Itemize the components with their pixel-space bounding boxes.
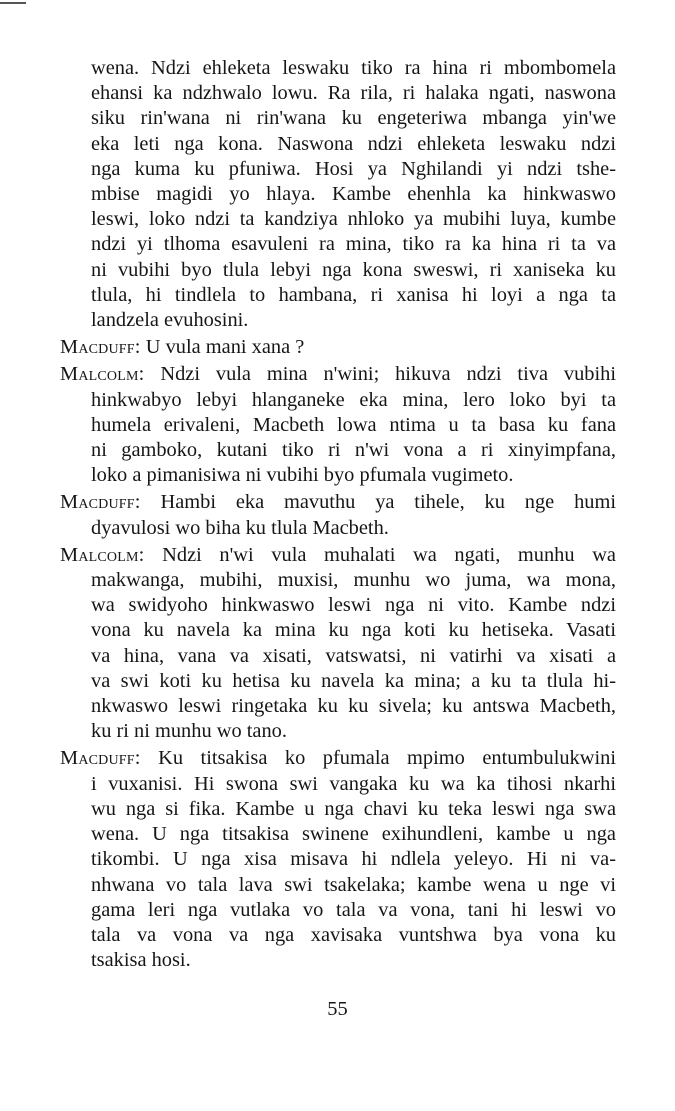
text-line: vona ku navela ka mina ku nga koti ku hetiseka. Vasati xyxy=(91,619,616,642)
speech-macduff-2 xyxy=(60,490,616,540)
speech-macduff-3 xyxy=(60,746,616,973)
text-line: dyavulosi wo biha ku tlula Macbeth. xyxy=(91,516,389,539)
text-line: landzela evuhosini. xyxy=(91,309,249,332)
text-line: tikombi. U nga xisa misava hi ndlela yeleyo. Hi ni va- xyxy=(91,848,616,871)
text-line: wena. U nga titsakisa swinene exihundleni, kambe u nga xyxy=(91,823,616,846)
speech-first-line xyxy=(60,490,616,515)
text-line: wena. Ndzi ehleketa leswaku tiko ra hina ri mbombomela xyxy=(91,57,616,79)
text-line: tsakisa hosi. xyxy=(91,949,191,972)
intro-paragraph xyxy=(60,56,616,333)
speaker-name: Macduff: xyxy=(60,491,141,514)
page-body-text xyxy=(60,56,616,973)
text-line: nhwana vo tala lava swi tsakelaka; kambe wena u nge vi xyxy=(91,873,616,896)
text-line: tala va vona va nga xavisaka vuntshwa bya vona ku xyxy=(91,923,616,946)
text-line: i vuxanisi. Hi swona swi vangaka ku wa ka tihosi nkarhi xyxy=(91,772,616,795)
text-line: ehansi ka ndzhwalo lowu. Ra rila, ri halaka ngati, naswona xyxy=(91,82,616,105)
text-line: makwanga, mubihi, muxisi, munhu wo juma, wa mona, xyxy=(91,569,616,592)
text-line: ku ri ni munhu wo tano. xyxy=(91,720,287,743)
speech-text: Ndzi vula mina n'wini; hikuva ndzi tiva vubihi xyxy=(160,363,616,386)
speech-first-line xyxy=(60,335,616,360)
text-line: humela erivaleni, Macbeth lowa ntima u ta basa ku fana xyxy=(91,413,616,436)
text-line: va swi koti ku hetisa ku navela ka mina; a ku ta tlula hi- xyxy=(91,669,616,692)
speech-first-line xyxy=(60,543,616,568)
text-line: ndzi yi tlhoma esavuleni ra mina, tiko ra ka hina ri ta va xyxy=(91,233,616,256)
speech-text: Ku titsakisa ko pfumala mpimo entumbulukwini xyxy=(158,747,616,770)
text-line: loko a pimanisiwa ni vubihi byo pfumala vugimeto. xyxy=(91,464,514,487)
speech-text: Ndzi n'wi vula muhalati wa ngati, munhu wa xyxy=(162,543,616,566)
speech-macduff-1 xyxy=(60,335,616,360)
text-line: wu nga si fika. Kambe u nga chavi ku teka leswi nga swa xyxy=(91,797,616,820)
speaker-name: Macduff: xyxy=(60,747,141,770)
page-number: 55 xyxy=(327,998,348,1020)
text-line: ni gamboko, kutani tiko ri n'wi vona a ri xinyimpfana, xyxy=(91,439,616,462)
text-line: leswi, loko ndzi ta kandziya nhloko ya mubihi luya, kumbe xyxy=(91,208,616,231)
text-line: siku rin'wana ni rin'wana ku engeteriwa mbanga yin'we xyxy=(91,107,616,130)
speech-first-line xyxy=(60,362,616,387)
speaker-name: Malcolm: xyxy=(60,363,145,386)
text-line: wa swidyoho hinkwaswo leswi nga ni vito. Kambe ndzi xyxy=(91,594,616,617)
text-line: hinkwabyo lebyi hlanganeke eka mina, lero loko byi ta xyxy=(91,388,616,411)
text-line: mbise magidi yo hlaya. Kambe ehenhla ka hinkwaswo xyxy=(91,183,616,206)
speaker-name: Malcolm: xyxy=(60,543,145,566)
text-line: ni vubihi byo tlula lebyi nga kona sweswi, ri xaniseka ku xyxy=(91,258,616,281)
speech-text: U vula mani xana ? xyxy=(145,336,305,359)
text-line: eka leti nga kona. Naswona ndzi ehleketa leswaku ndzi xyxy=(91,132,616,155)
text-line: nkwaswo leswi ringetaka ku ku sivela; ku antswa Macbeth, xyxy=(91,695,616,718)
speech-first-line xyxy=(60,746,616,771)
page-corner-mark xyxy=(0,2,26,4)
text-line: va hina, vana va xisati, vatswatsi, ni vatirhi va xisati a xyxy=(91,644,616,667)
speech-malcolm-2 xyxy=(60,543,616,745)
text-line: nga kuma ku pfuniwa. Hosi ya Nghilandi yi ndzi tshe- xyxy=(91,157,616,180)
speech-malcolm-1 xyxy=(60,362,616,488)
speech-text: Hambi eka mavuthu ya tihele, ku nge humi xyxy=(160,491,616,514)
text-line: tlula, hi tindlela to hambana, ri xanisa hi loyi a nga ta xyxy=(91,283,616,306)
text-line: gama leri nga vutlaka vo tala va vona, tani hi leswi vo xyxy=(91,898,616,921)
speaker-name: Macduff: xyxy=(60,336,141,359)
